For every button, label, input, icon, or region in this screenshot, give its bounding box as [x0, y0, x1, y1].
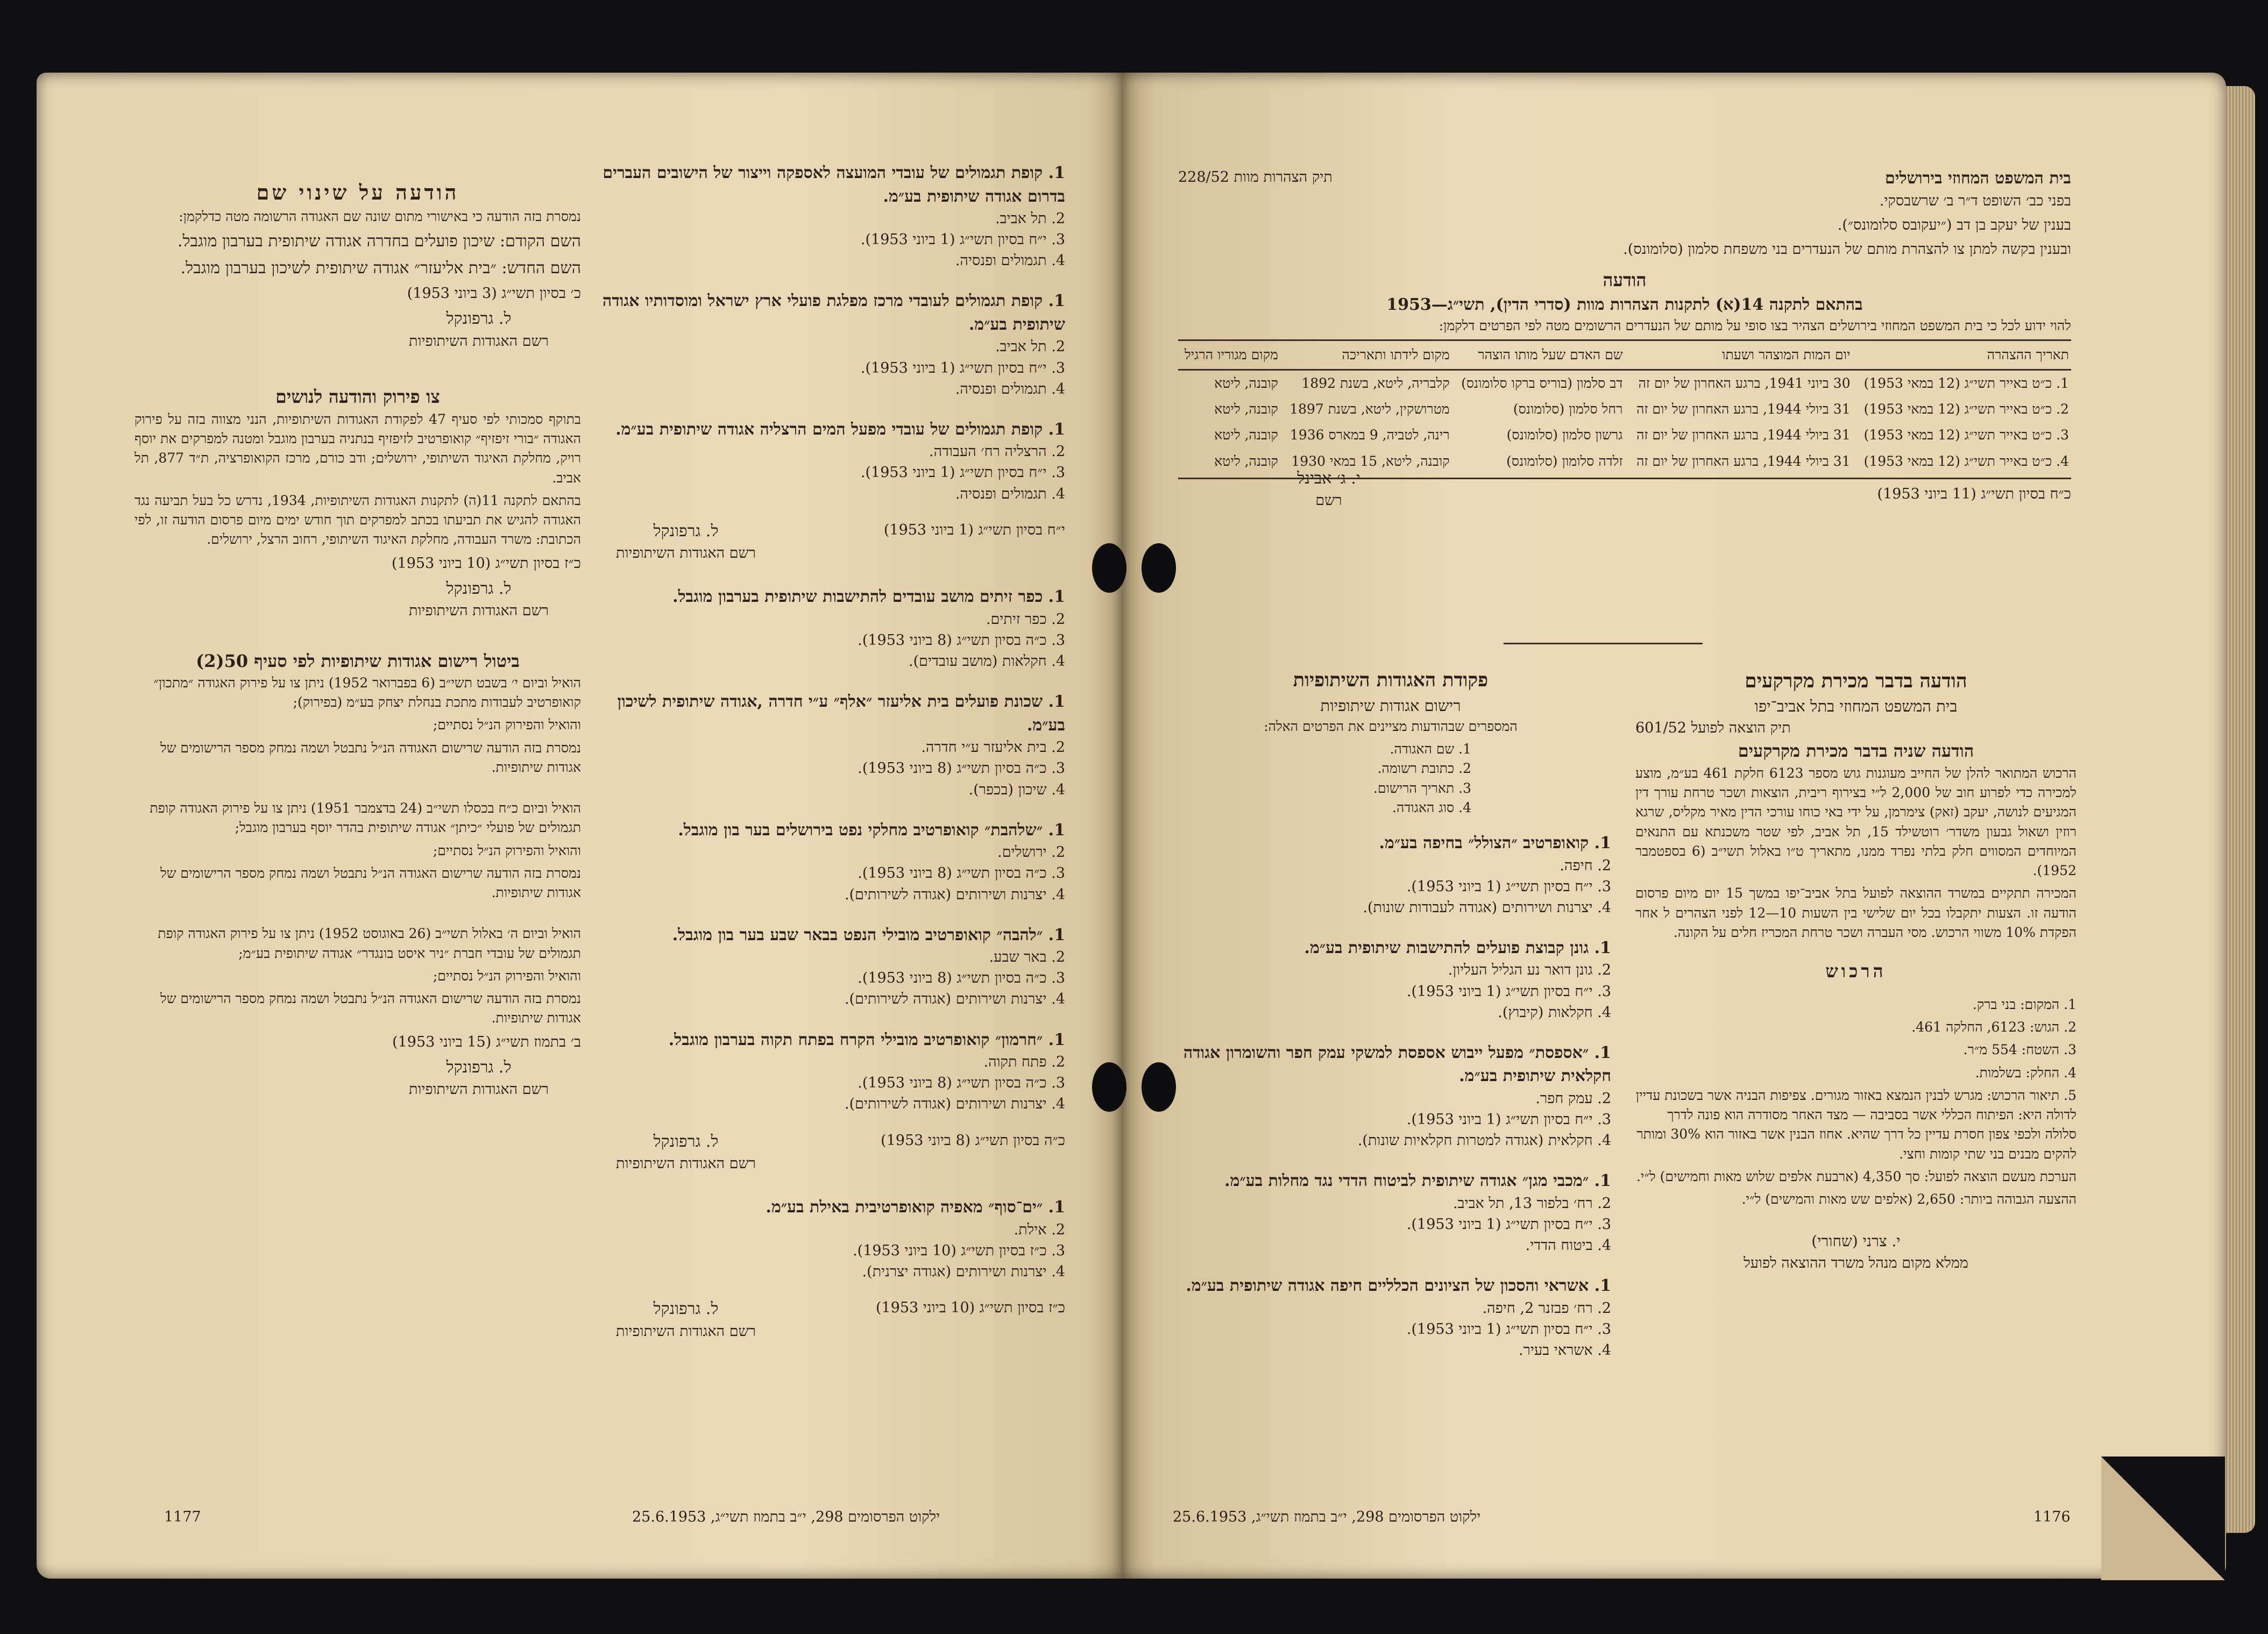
table-cell: מטרושקין, ליטא, בשנת 1897: [1289, 401, 1450, 417]
coop-detail: 4. חקלאית (אגודה למטרות חקלאיות שונות).: [1357, 1132, 1611, 1149]
judge-line: בפני כב׳ השופט ד״ר ב׳ שרשבסקי.: [1879, 192, 2071, 209]
list-item: 1. שם האגודה.: [1390, 741, 1471, 757]
signer-name: ל. גרפונקל: [653, 1132, 719, 1151]
file-reference: תיק הצהרות מוות 228/52: [1178, 169, 1333, 186]
signer-title: רשם האגודות השיתופיות: [615, 1323, 756, 1340]
coop-name: 1. קופת תגמולים של עובדי מפעל המים הרצליה אגודה שיתופית בע״מ.: [615, 420, 1065, 439]
coop-detail: 3. י״ח בסיון תשי״ג (1 ביוני 1953).: [1406, 1216, 1611, 1233]
name-change-intro: נמסרת בזה הודעה כי באישורי מתום שונה שם האגודה הרשומה מטה כדלקמן:: [179, 209, 581, 225]
land-file: תיק הוצאה לפועל 601/52: [1635, 720, 1791, 737]
coop-entries: [1170, 832, 1611, 1361]
table-cell: קובנה, ליטא: [1214, 401, 1278, 417]
coop-detail: 2. כפר זיתים.: [986, 610, 1065, 628]
coop-detail: 2. באר שבע.: [989, 949, 1065, 966]
signer-name: ל. גרפונקל: [446, 1057, 512, 1077]
notice-date: י״ח בסיון תשי״ג (1 ביוני 1953): [883, 521, 1065, 538]
list-item: 5. תיאור הרכוש: מגרש לבנין הנמצא באזור מגורים. צפיפות הבניה אשר בשכונת עדיין לדולה היא: הפיתוח הכללי אשר בסביבה — מצד האחר מסודרה הוא פונה לדרך סלולה ולכפי צפון חסרת עדיין כל דרך שהיא. אחוז הבנין אשר באזור הוא 30% ומותר להקים מבנים בני שתי קומות וחצי.: [1635, 1087, 2076, 1162]
cancel-paragraph: והואיל והפירוק הנ״ל נסתיים;: [433, 968, 581, 984]
list-item: 4. החלק: בשלמות.: [1975, 1064, 2076, 1081]
coop-detail: 4. יצרנות ושירותים (אגודה לעבודות שונות).: [1363, 899, 1611, 916]
list-item: 2. הגוש: 6123, החלקה 461.: [1911, 1019, 2076, 1035]
coop-entries: [597, 585, 1065, 1114]
coop-detail: 4. תגמולים ופנסיה.: [955, 380, 1065, 397]
coop-detail: 2. תל אביב.: [995, 210, 1065, 227]
coop-entry: [597, 418, 1065, 505]
dissolution-title: צו פירוק והודעה לנושים: [275, 386, 440, 408]
second-notice-title: הודעה שניה בדבר מכירת מקרקעים: [1738, 741, 1974, 762]
notice-date: ב׳ בתמוז תשי״ג (15 ביוני 1953): [392, 1033, 581, 1050]
cancel-paragraph: נמסרת בזה הודעה שרישום האגודה הנ״ל נתבטל ושמה נמחק מספר הרישומים של אגודות שיתופיות.: [160, 740, 581, 775]
land-court: בית המשפט המחוזי בתל אביב־יפו: [1754, 697, 1958, 716]
coop-detail: 3. י״ח בסיון תשי״ג (1 ביוני 1953).: [1406, 1111, 1611, 1128]
footer-publication: ילקוט הפרסומים 298, י״ב בתמוז תשי״ג, 25.6.1953: [632, 1509, 940, 1525]
table-cell: קובנה, ליטא, 15 במאי 1930: [1291, 453, 1450, 469]
notice-date: כ״ז בסיון תשי״ג (10 ביוני 1953): [876, 1299, 1065, 1317]
folded-corner: [2101, 1457, 2225, 1580]
coop-name: 1. קופת תגמולים לעובדי מרכז מפלגת פועלי ארץ ישראל ומוסדותיו אגודה שיתופית בע״מ.: [602, 292, 1065, 334]
table-cell: 4. כ״ט באייר תשי״ג (12 במאי 1953): [1863, 453, 2069, 469]
coop-entry: [597, 1196, 1065, 1282]
table-cell: זלדה סלומון (סלומונס): [1506, 453, 1623, 469]
table-cell: גרשון סלמון (סלומונס): [1506, 427, 1623, 443]
coop-detail: 4. יצרנות ושירותים (אגודה לשירותים).: [845, 1096, 1065, 1113]
page-number: 1177: [164, 1509, 201, 1525]
coop-name: 1. קואופרטיב ״הצולל״ בחיפה בע״מ.: [1379, 834, 1611, 853]
death-declaration-notice: [1178, 167, 2071, 511]
signer-name: ל. גרפונקל: [446, 579, 512, 598]
coop-detail: 4. חקלאות (קיבוץ).: [1498, 1004, 1611, 1021]
coop-name: 1. ״להבה״ קואופרטיב מובילי הנפט בבאר שבע בער בון מוגבל.: [672, 925, 1065, 944]
coop-detail: 4. תגמולים ופנסיה.: [955, 485, 1065, 502]
cancel-paragraph: נמסרת בזה הודעה שרישום האגודה הנ״ל נתבטל ושמה נמחק מספר הרישומים של אגודות שיתופיות.: [160, 865, 581, 901]
property-list: [1635, 995, 2076, 1210]
signer-name: ל. גרפונקל: [653, 1299, 719, 1319]
coop-detail: 3. כ״ז בסיון תשי״ג (10 ביוני 1953).: [853, 1242, 1065, 1259]
coop-entry: [1170, 1274, 1611, 1361]
coop-name: 1. קופת תגמולים של עובדי המועצה לאספקה וייצור של הישובים העברים בדרום אגודה שיתופית בע״מ.: [603, 164, 1065, 206]
table-header: שם האדם שעל מותו הוצהר: [1452, 340, 1625, 370]
coop-entries: [597, 1196, 1065, 1282]
table-row: [1178, 422, 2071, 448]
notice-subtitle: בהתאם לתקנה 14(א) לתקנות הצהרות מוות (סדרי הדין), תשי״ג—1953: [1386, 295, 1863, 314]
table-cell: 2. כ״ט באייר תשי״ג (12 במאי 1953): [1863, 401, 2069, 417]
coop-detail: 2. עמק חפר.: [1535, 1090, 1611, 1107]
notice-intro: להוי ידוע לכל כי בית המשפט המחוזי בירושלים הצהיר בצו סופי על מותם של הנעדרים הרשומים מטה לפי הפרטים דלקמן:: [1438, 318, 2071, 334]
signer-title: רשם האגודות השיתופיות: [615, 545, 756, 562]
coop-detail: 2. חיפה.: [1560, 857, 1611, 874]
coop-name: 1. ״מכבי מגן״ אגודה שיתופית לביטוח הדדי נגד מחלות בע״מ.: [1224, 1171, 1611, 1191]
coop-detail: 4. שיכון (בכפר).: [968, 781, 1065, 798]
land-paragraph: המכירה תתקיים במשרד ההוצאה לפועל בתל אביב־יפו במשך 15 יום מיום פרסום הודעה זו. הצעות יתקבלו בכל יום שלישי בין השעות 10—12 לפני הצהרים ל אחר הפקדת 10% משווי הרכוש. מסי העברה ושכר טרחת המכריז חלים על הקונה.: [1635, 885, 2076, 940]
coop-legend: [1170, 740, 1611, 818]
coop-detail: 2. פתח תקוה.: [983, 1054, 1065, 1071]
coop-name: 1. שכונת פועלים בית אליעזר ״אלף״ ע״י חדרה ,אגודה שיתופית לשיכון בע״מ.: [617, 692, 1065, 735]
table-cell: דב סלמון (בוריס ברקו סלומונס): [1461, 375, 1623, 391]
coop-entry: [597, 819, 1065, 905]
coop-detail: 3. י״ח בסיון תשי״ג (1 ביוני 1953).: [1406, 1320, 1611, 1338]
list-item: 3. השטח: 554 מ״ר.: [1963, 1042, 2076, 1058]
cancel-paragraph: והואיל והפירוק הנ״ל נסתיים;: [433, 842, 581, 858]
coop-detail: 3. י״ח בסיון תשי״ג (1 ביוני 1953).: [1406, 983, 1611, 1000]
signer-title: רשם האגודות השיתופיות: [408, 1081, 549, 1098]
coop-detail: 3. כ״ה בסיון תשי״ג (8 ביוני 1953).: [857, 632, 1065, 649]
land-sale-notice: [1635, 667, 2076, 1274]
cancellation-title: ביטול רישום אגודות שיתופיות לפי סעיף 50(2): [196, 650, 520, 671]
coop-detail: 2. רח׳ בלפור 13, תל אביב.: [1452, 1195, 1611, 1212]
divider: [1504, 643, 1703, 644]
notice-title: הודעה: [1603, 269, 1647, 290]
notice-date: כ׳ בסיון תשי״ג (3 ביוני 1953): [407, 285, 581, 302]
signer-title: רשם: [1315, 492, 1342, 509]
list-item: ההצעה הגבוהה ביותר: 2,650 (אלפים שש מאות והמישים) ל״י.: [1741, 1191, 2076, 1207]
coop-entry: [1170, 936, 1611, 1023]
land-paragraph: הרכוש המתואר להלן של החייב מעוגנות גוש מספר 6123 חלקת 461 בע״מ, מוצע למכירה כדי לפרוע חוב של 2,000 ל״י בצירוף ריבית, הוצאות ושכר טרחת עורך דין המגיעים לנושה, יעקב (זאק) צימרמן, על ידי באי כוחו עורכי הדין מאיר מקליס, שרגא רוזין ושאול גבעון משדר׳ רוטשילד 15, תל אביב, לפי שטר משכנתא עם התנאים המיוחדים המסווים חלק בלתי נפרד ממנו, מתאריך ט״ו באלול תשי״ב (6 בספטמבר 1952).: [1635, 765, 2076, 879]
list-item: 1. המקום: בני ברק.: [1972, 996, 2076, 1012]
coop-name: 1. אשראי והסכון של הציונים הכלליים חיפה אגודה שיתופית בע״מ.: [1186, 1276, 1611, 1296]
coop-detail: 2. תל אביב.: [995, 338, 1065, 356]
table-header: מקום לידתו ותאריכה: [1280, 340, 1452, 370]
cancel-paragraph: נמסרת בזה הודעה שרישום האגודה הנ״ל נתבטל ושמה נמחק מספר הרישומים של אגודות שיתופיות.: [160, 991, 581, 1026]
coop-detail: 3. כ״ה בסיון תשי״ג (8 ביוני 1953).: [857, 865, 1065, 882]
coop-subtitle: רישום אגודות שיתופיות: [1320, 696, 1461, 715]
notices-column: [134, 177, 581, 1100]
coop-entry: [597, 289, 1065, 399]
coop-detail: 3. י״ח בסיון תשי״ג (1 ביוני 1953).: [1406, 878, 1611, 895]
cancel-paragraph: הואיל וביום כ״ח בכסלו תשי״ב (24 בדצמבר 1951) ניתן צו על פירוק האגודה קופת תגמולים של פועלי ״כיתן״ אגודה שיתופית בהדר יוסף בערבון מוגבל;: [150, 800, 581, 836]
table-header: תאריך ההצהרה: [1853, 340, 2071, 370]
notice-date: כ״ה בסיון תשי״ג (8 ביוני 1953): [881, 1132, 1065, 1149]
signer-title: רשם האגודות השיתופיות: [408, 332, 549, 350]
coop-name: 1. כפר זיתים מושב עובדים להתישבות שיתופית בערבון מוגבל.: [672, 587, 1065, 607]
coop-entry: [597, 923, 1065, 1010]
coop-detail: 2. בית אליעזר ע״י חדרה.: [921, 739, 1065, 756]
table-cell: 3. כ״ט באייר תשי״ג (12 במאי 1953): [1863, 427, 2069, 443]
coop-detail: 4. אשראי בעיר.: [1518, 1342, 1611, 1359]
coop-entry: [597, 585, 1065, 672]
table-cell: קובנה, ליטא: [1214, 375, 1278, 391]
cooperatives-registration: [1170, 667, 1611, 1379]
coop-entry: [597, 690, 1065, 800]
coop-detail: 4. יצרנות ושירותים (אגודה לשירותים).: [845, 886, 1065, 903]
coop-detail: 3. י״ח בסיון תשי״ג (1 ביוני 1953).: [860, 464, 1065, 481]
dissolution-paragraph: בהתאם לתקנה 11(ה) לתקנות האגודות השיתופיות, 1934, נדרש כל בעל תביעה נגד האגודה להגיש את תביעתו בכתב למפרקים תוך חודש ימים מיום פרסום הודעה זו, לפי הכתובת: משרד העבודה, מחלקת האיגוד השיתופי, רחוב הרצל, ירושלים.: [134, 492, 581, 548]
coop-name: 1. ״ים־סוף״ מאפיה קואופרטיבית באילת בע״מ.: [766, 1198, 1065, 1217]
binding-hole: [1142, 543, 1176, 593]
cancel-paragraph: הואיל וביום ה׳ באלול תשי״ב (26 באוגוסט 1952) ניתן צו על פירוק האגודה קופת תגמולים של עובדי חברת ״ניר איסט בונגדר״ אגודה שיתופית בע״מ;: [158, 926, 581, 961]
signer-title: רשם האגודות השיתופיות: [615, 1155, 756, 1173]
land-signer-title: ממלא מקום מנהל משרד ההוצאה לפועל: [1743, 1254, 1968, 1271]
table-header: מקום מגוריו הרגיל: [1178, 340, 1280, 370]
coop-detail: 3. י״ח בסיון תשי״ג (1 ביוני 1953).: [860, 231, 1065, 248]
coop-detail: 3. כ״ה בסיון תשי״ג (8 ביוני 1953).: [857, 760, 1065, 777]
signer-name: ל. גרפונקל: [653, 521, 719, 541]
table-cell: 30 ביוני 1941, ברגע האחרון של יום זה: [1638, 375, 1851, 391]
binding-hole: [1092, 1062, 1126, 1112]
coop-detail: 2. גונן דואר נע הגליל העליון.: [1448, 962, 1611, 979]
land-signer: י. צרני (שחורי): [1811, 1232, 1901, 1251]
coop-detail: 2. ירושלים.: [997, 844, 1065, 861]
coop-detail: 4. חקלאות (מושב עובדים).: [909, 653, 1065, 670]
table-cell: 31 ביולי 1944, ברגע האחרון של יום זה: [1636, 401, 1851, 417]
coop-detail: 2. רח׳ פבזנר 2, חיפה.: [1482, 1299, 1611, 1317]
list-item: 3. תאריך הרישום.: [1373, 780, 1471, 796]
property-title: הרכוש: [1825, 961, 1887, 982]
coop-entries: [597, 161, 1065, 505]
coop-detail: 2. אילת.: [1013, 1221, 1065, 1238]
signer-name: ל. גרפונקל: [446, 309, 512, 329]
signer-name: י. ג׳ אבינל: [1297, 468, 1360, 488]
table-cell: 31 ביולי 1944, ברגע האחרון של יום זה: [1636, 453, 1851, 469]
coop-name: 1. ״שלהבת״ קואופרטיב מחלקי נפט בירושלים בער בון מוגבל.: [678, 820, 1065, 840]
table-cell: 31 ביולי 1944, ברגע האחרון של יום זה: [1636, 427, 1851, 443]
coop-detail: 4. יצרנות ושירותים (אגודה יצרנית).: [862, 1263, 1065, 1280]
coop-entry: [1170, 832, 1611, 918]
coop-entry: [1170, 1169, 1611, 1256]
coop-detail: 4. ביטוח הדדי.: [1525, 1237, 1611, 1254]
coop-entry: [1170, 1041, 1611, 1151]
coop-entry: [597, 161, 1065, 271]
table-header: יום המות המוצהר ושעתו: [1625, 340, 1852, 370]
notice-date: כ״ז בסיון תשי״ג (10 ביוני 1953): [392, 555, 581, 572]
list-item: 2. כתובת רשומה.: [1377, 761, 1471, 777]
coop-name: 1. ״חרמון״ קואופרטיב מובילי הקרח בפתח תקוה בערבון מוגבל.: [668, 1030, 1065, 1049]
table-cell: 1. כ״ט באייר תשי״ג (12 במאי 1953): [1863, 375, 2069, 391]
old-name: השם הקודם: שיכון פועלים בחדרה אגודה שיתופית בערבון מוגבל.: [177, 232, 581, 251]
coop-detail: 4. יצרנות ושירותים (אגודה לשירותים).: [845, 991, 1065, 1008]
coop-title: פקודת האגודות השיתופיות: [1293, 669, 1489, 691]
binding-hole: [1092, 543, 1126, 593]
coop-entry: [597, 1028, 1065, 1115]
new-name: השם החדש: ״בית אליעזר״ אגודה שיתופית לשיכון בערבון מוגבל.: [180, 258, 581, 278]
coop-intro: המספרים שבהודעות מציינים את הפרטים האלה:: [1264, 718, 1518, 734]
coop-detail: 3. כ״ה בסיון תשי״ג (8 ביוני 1953).: [857, 1075, 1065, 1092]
coop-detail: 2. הרצליה רח׳ העבודה.: [929, 443, 1065, 460]
cancel-paragraph: הואיל וביום י׳ בשבט תשי״ב (6 בפברואר 1952) ניתן צו על פירוק האגודה ״מתכון״ קואופרטיב לעבודות מתכת בנחלת יצחק בע״מ (בפירוק);: [153, 674, 581, 711]
coop-detail: 4. תגמולים ופנסיה.: [955, 252, 1065, 269]
land-sale-title: הודעה בדבר מכירת מקרקעים: [1745, 670, 1967, 692]
signer-title: רשם האגודות השיתופיות: [408, 602, 549, 620]
coop-detail: 3. כ״ה בסיון תשי״ג (8 ביוני 1953).: [857, 970, 1065, 987]
coop-name: 1. גונן קבוצת פועלים להתישבות שיתופית בע״מ.: [1304, 938, 1611, 957]
matter-line: ובענין בקשה למתן צו להצהרת מותם של הנעדרים בני משפחת סלמון (סלומונס).: [1623, 240, 2071, 258]
notice-date: כ״ח בסיון תשי״ג (11 ביוני 1953): [1178, 478, 2071, 505]
table-cell: רינה, לטביה, 9 במארס 1936: [1289, 427, 1450, 443]
list-item: הערכת מעשם הוצאה לפועל: סך 4,350 (ארבעת אלפים שלוש מאות וחמישים) ל״י.: [1636, 1168, 2076, 1184]
cooperatives-continued: [597, 161, 1065, 1342]
table-cell: קובנה, ליטא: [1214, 453, 1278, 469]
court-header: בית המשפט המחוזי בירושלים: [1885, 169, 2071, 188]
list-item: 4. סוג האגודה.: [1392, 799, 1471, 815]
table-row: [1178, 396, 2071, 422]
declarations-table: [1178, 339, 2071, 474]
table-cell: קלבריה, ליטא, בשנת 1892: [1301, 375, 1450, 391]
name-change-title: הודעה על שינוי שם: [256, 180, 459, 204]
page-number: 1176: [2033, 1509, 2071, 1525]
matter-line: בענין של יעקב בן דב (״יעקובס סלומונס״).: [1837, 216, 2071, 233]
table-cell: קובנה, ליטא: [1214, 427, 1278, 443]
dissolution-paragraph: בתוקף סמכותי לפי סעיף 47 לפקודת האגודות השיתופיות, הנני מצווה בזה על פירוק האגודה ״בורי זיפזיף״ קואופרטיב לזיפזיף בנתניה בערבון מוגבל ומטנה למפרקים את יוסף רויק, מחלקת האיגוד השיתופי, ירושלים; ודב כורם, מרכז הקואופרציה, ת״ד 877, תל אביב.: [134, 411, 581, 486]
cancel-paragraph: והואיל והפירוק הנ״ל נסתיים;: [433, 717, 581, 733]
footer-publication: ילקוט הפרסומים 298, י״ב בתמוז תשי״ג, 25.6.1953: [1173, 1509, 1481, 1525]
table-cell: רחל סלמון (סלומונס): [1513, 401, 1623, 417]
table-row: [1178, 370, 2071, 396]
coop-detail: 3. י״ח בסיון תשי״ג (1 ביוני 1953).: [860, 359, 1065, 376]
coop-name: 1. ״אספסת״ מפעל ייבוש אספסת למשקי עמק חפר והשומרון אגודה חקלאית שיתופית בע״מ.: [1183, 1043, 1611, 1086]
